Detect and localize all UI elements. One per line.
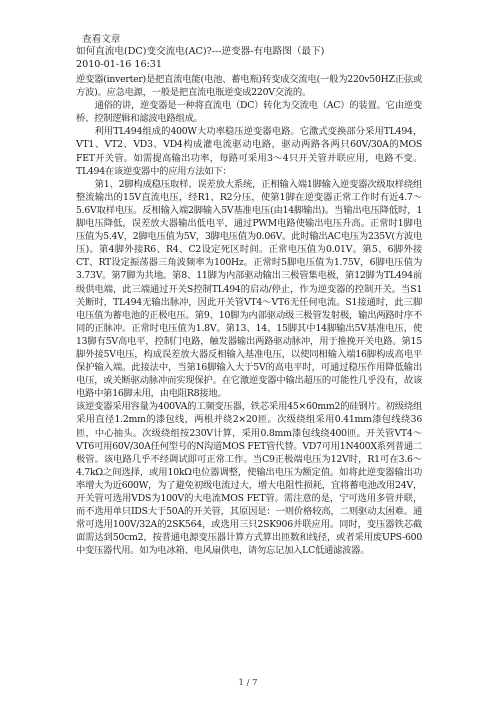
article-title: 如何直流电(DC)变交流电(AC)?---逆变器-有电路图（最下) <box>76 46 325 57</box>
paragraph-definition: 通俗的讲，逆变器是一种将直流电（DC）转化为交流电（AC）的装置。它由逆变桥、控制逻辑和滤波电路组成。 <box>76 100 422 125</box>
paragraph-intro: 逆变器(inverter)是把直流电能(电池、蓄电瓶)转变成交流电(一般为220v50HZ正弦或方波)。应急电源，一般是把直流电瓶逆变成220V交流的。 <box>76 74 422 99</box>
page-number: 1 / 7 <box>238 678 258 688</box>
article-body <box>76 73 422 557</box>
post-datetime: 2010-01-16 16:31 <box>76 59 163 70</box>
paragraph-pin-description: 第1、2脚构成稳压取样、误差放大系统，正相输入端1脚输入逆变器次级取样绕组整流输出的15V直流电压，经R1、R2分压，使第1脚在逆变器正常工作时有近4.7～5.6V取样电压。反相输入端2脚输入5V基准电压(由14脚输出)。当输出电压降低时，1脚电压降低，误差放大器输出低电平，通过PWM电路使输出电压升高。正常时1脚电压值为5.4V，2脚电压值为5V，3脚电压值为0.06V。此时输出AC电压为235V(方波电压)。第4脚外接R6、R4、C2设定死区时间。正常电压值为0.01V。第5、6脚外接CT、RT设定振荡器三角波频率为100Hz。正常时5脚电压值为1.75V，6脚电压值为3.73V。第7脚为共地。第8、11脚为内部驱动输出三极管集电极，第12脚为TL494前级供电端，此三端通过开关S控制TL494的启动/停止，作为逆变器的控制开关。当S1关断时，TL494无输出脉冲，因此开关管VT4～VT6无任何电流。S1接通时，此三脚电压值为蓄电池的正极电压。第9、10脚为内部驱动级三极管发射极，输出两路时序不同的正脉冲。正常时电压值为1.8V。第13、14、15脚其中14脚输出5V基准电压，使13脚有5V高电平，控制门电路，触发器输出两路驱动脉冲，用于推挽开关电路。第15脚外接5V电压，构成误差放大器反相输入基准电压，以使同相输入端16脚构成高电平保护输入端。此接法中，当第16脚输入大于5V的高电平时，可通过稳压作用降低输出电压，或关断驱动脉冲而实现保护。在它激逆变器中输出超压的可能性几乎没有，故该电路中第16脚未用，由电阻R8接地。 <box>76 178 422 400</box>
paragraph-tl494-overview: 利用TL494组成的400W大功率稳压逆变器电路。它激式变换部分采用TL494，VT1、VT2、VD3、VD4构成灌电流驱动电路，驱动两路各两只60V/30A的MOS FET开关管。如需提高输出功率，每路可采用3～4只开关管并联应用，电路不变。TL494在该逆变器中的应用方法如下： <box>76 126 422 177</box>
paragraph-transformer: 该逆变器采用容量为400VA的工频变压器，铁芯采用45×60mm2的硅钢片。初级绕组采用直径1.2mm的漆包线，两根并绕2×20匝。次级绕组采用0.41mm漆包线绕36匝，中心抽头。次级绕组按230V计算，采用0.8mm漆包线绕400匝。开关管VT4～VT6可用60V/30A任何型号的N沟道MOS FET管代替。VD7可用1N400X系列普通二极管。该电路几乎不经调试即可正常工作。当C9正极端电压为12V时，R1可在3.6～4.7kΩ之间选择，或用10kΩ电位器调整，使输出电压为额定值。如将此逆变器输出功率增大为近600W，为了避免初级电流过大，增大电阻性损耗，宜将蓄电池改用24V，开关管可选用VDS为100V的大电流MOS FET管。需注意的是，宁可选用多管并联，而不选用单只IDS大于50A的开关管，其原因是：一则价格较高，二则驱动太困难。通常可选用100V/32A的2SK564，或选用三只2SK906并联应用。同时，变压器铁芯截面需达到50cm2，按普通电源变压器计算方式算出匝数和线径，或者采用废UPS-600中变压器代用。如为电冰箱、电风扇供电，请勿忘记加入LC低通滤波器。 <box>76 401 422 557</box>
view-article-label: 查看文章 <box>82 34 121 45</box>
